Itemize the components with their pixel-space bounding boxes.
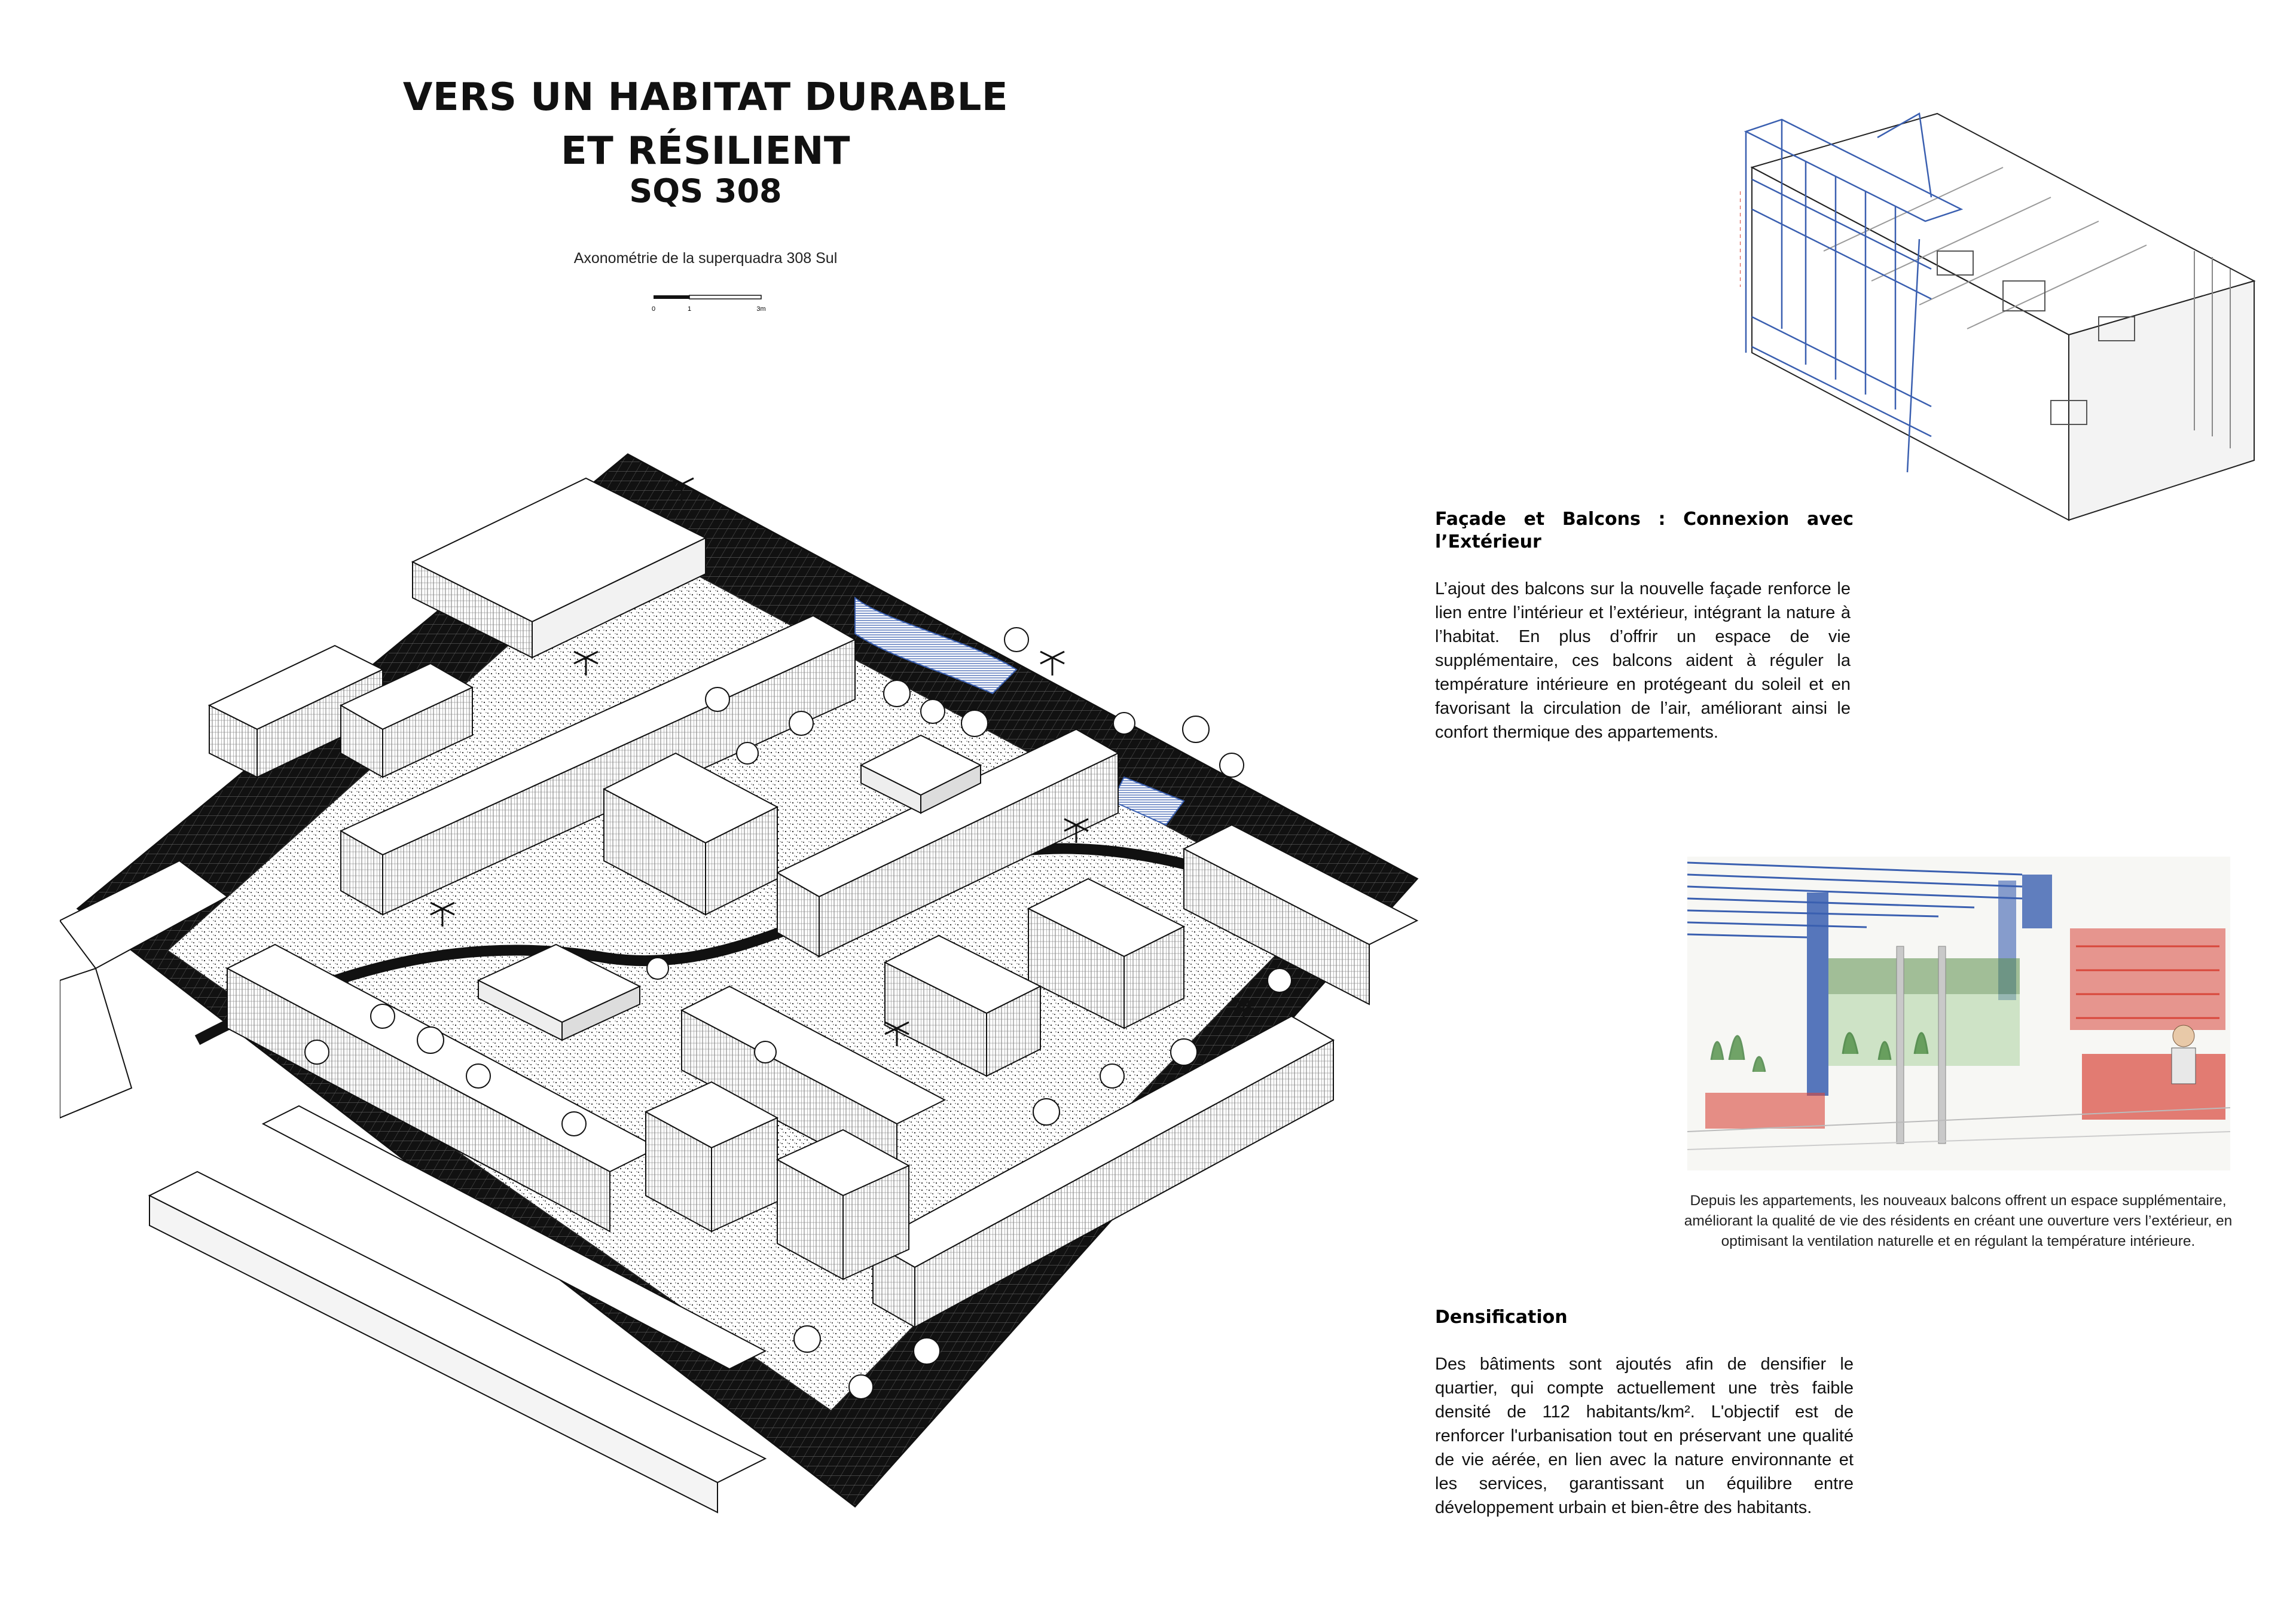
left-roadway-2: [60, 968, 132, 1118]
axonometry-caption: Axonométrie de la superquadra 308 Sul: [573, 250, 838, 267]
title-line-2: ET RÉSILIENT: [560, 129, 851, 173]
scale-label-3m: 3m: [756, 305, 766, 313]
page-title: [287, 71, 1124, 178]
balcony-heading: [1435, 508, 1854, 554]
project-code: SQS 308: [629, 172, 782, 210]
densification-paragraph: Des bâtiments sont ajoutés afin de densifier le quartier, qui compte actuellement une très faible densité de 112 habitants/km². L'objectif est de renforcer l'urbanisation tout en préservant une qualité de vie aérée, en lien avec la nature environnante et les services, garantissant un équilibre entre développement urbain et bien-être des habitants.: [1435, 1355, 1854, 1517]
scale-bar: [649, 292, 768, 316]
apartment-axonometry: [1740, 102, 2266, 532]
balcony-heading-line-1: Façade et Balcons : Connexion avec: [1435, 509, 1854, 530]
balcony-paragraph: L’ajout des balcons sur la nouvelle façade renforce le lien entre l’intérieur et l’extérieur, intégrant la nature à l’habitat. En plus d’offrir un espace de vie supplémentaire, ces balcons aident à réguler la température intérieure en protégeant du soleil et en favorisant la circulation de l’air, améliorant ainsi le confort thermique des appartements.: [1435, 579, 1851, 742]
axonometric-drawing: [60, 442, 1435, 1518]
scale-label-0: 0: [651, 305, 656, 313]
scale-label-1: 1: [687, 305, 692, 313]
title-line-1: VERS UN HABITAT DURABLE: [402, 75, 1009, 120]
illustration-caption: Depuis les appartements, les nouveaux balcons offrent un espace supplémentaire, améliorant la qualité de vie des résidents en créant une ouverture vers l’extérieur, en optimisant la ventilation naturelle et en régulant la température intérieure.: [1684, 1193, 2233, 1249]
balcony-illustration: [1687, 857, 2230, 1170]
balcony-heading-line-2: l’Extérieur: [1435, 531, 1541, 552]
densification-heading: Densification: [1435, 1307, 1568, 1328]
